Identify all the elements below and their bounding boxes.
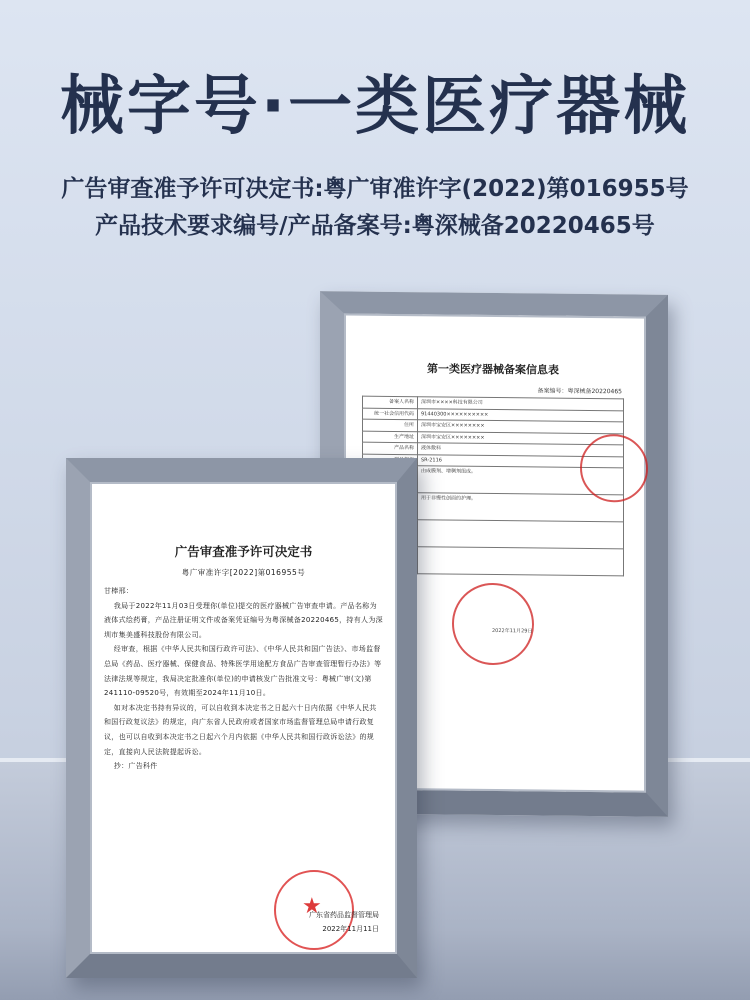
row-value: 用于非慢性创面的护理。 <box>418 493 624 522</box>
paragraph: 我局于2022年11月03日受理你(单位)提交的医疗器械广告审查申请。产品名称为液体式绘药膏，产品注册证明文件或备案凭证编号为粤深械备20220465，持有人为深圳市集美盛科技股份有限公司。 <box>104 601 383 639</box>
row-label: 住所 <box>363 419 418 431</box>
filing-doc-title: 第一类医疗器械备案信息表 <box>427 362 559 377</box>
decision-body <box>104 584 383 774</box>
approval-decision-document <box>90 482 397 954</box>
cc-line: 抄：广告科件 <box>113 762 158 771</box>
filing-record-number: 备案编号：粤深械备20220465 <box>537 387 622 396</box>
row-label: 备案人名称 <box>363 396 418 408</box>
decision-title: 广告审查准予许可决定书 <box>174 544 313 559</box>
row-value: 由成膜剂、增稠剂组成。 <box>418 466 624 495</box>
issue-date: 2022年11月11日 <box>322 925 379 933</box>
row-value: 91440300×××××××××× <box>418 408 624 422</box>
headline: 械字号·一类医疗器械 <box>59 70 691 144</box>
red-seal-icon <box>580 434 648 503</box>
star-icon: ★ <box>302 894 322 919</box>
row-value: 深圳市××××科技有限公司 <box>418 397 624 411</box>
paragraph: 经审查，根据《中华人民共和国行政许可法》、《中华人民共和国广告法》、市场监督总局《药品、医疗器械、保健食品、特殊医学用途配方食品广告审查管理暂行办法》等法律法规等规定，我局决定批准你(单位)的申请核发广告批准文号：粤械广审(文)第241110-09520号，有效期至2024年11月10日。 <box>104 645 382 698</box>
red-seal-icon <box>452 583 534 666</box>
row-value <box>418 547 624 576</box>
filing-date: 2022年11月29日 <box>492 627 533 635</box>
product-record-line: 产品技术要求编号/产品备案号:粤深械备20220465号 <box>95 213 655 239</box>
paragraph: 如对本决定书持有异议的，可以自收到本决定书之日起六十日内依据《中华人民共和国行政复议法》的规定，向广东省人民政府或者国家市场监督管理总局申请行政复议，也可以自收到本决定书之日起六个月内依据《中华人民共和国行政诉讼法》的规定，直接向人民法院提起诉讼。 <box>104 703 377 756</box>
row-label: 产品名称 <box>363 442 418 454</box>
decision-number: 粤广审准许字[2022]第016955号 <box>181 568 306 577</box>
row-value <box>418 520 624 549</box>
row-label: 生产地址 <box>363 431 418 443</box>
row-value: 深圳市宝安区×××××××× <box>418 420 624 434</box>
row-value: 深圳市宝安区×××××××× <box>418 431 624 445</box>
ad-approval-line: 广告审查准予许可决定书:粤广审准许字(2022)第016955号 <box>61 176 689 202</box>
row-value: 液体敷料 <box>418 443 624 457</box>
signature-block <box>309 908 379 936</box>
row-value: SR-2116 <box>418 454 624 468</box>
row-label: 统一社会信用代码 <box>363 408 418 420</box>
salutation: 甘棒邢： <box>104 587 134 595</box>
issuer: 广东省药品监督管理局 <box>309 911 379 919</box>
front-photo-frame <box>66 458 417 978</box>
